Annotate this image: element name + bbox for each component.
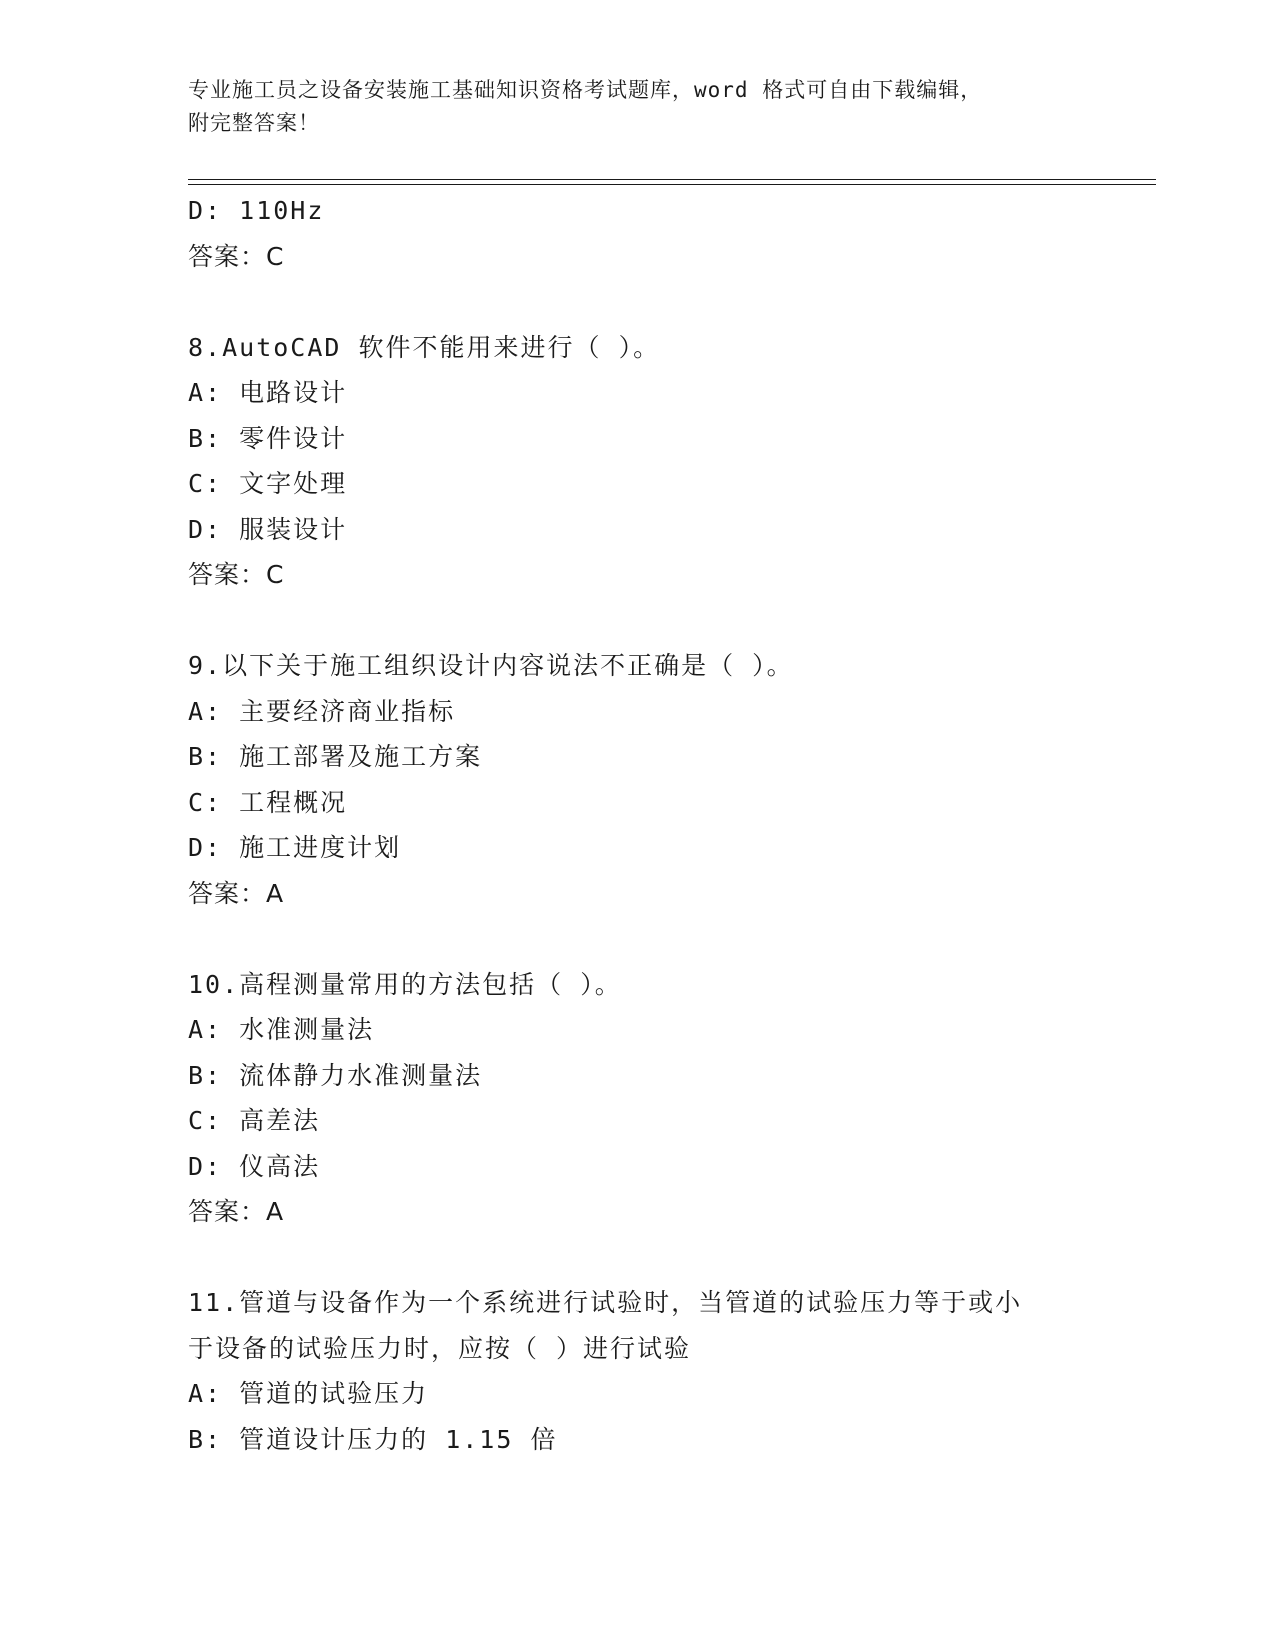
option-a: A: 管道的试验压力	[188, 1379, 429, 1408]
header-divider-bottom	[188, 184, 1156, 185]
question-block	[188, 962, 1088, 1235]
question-stem-continued: 于设备的试验压力时，应按（ ）进行试验	[188, 1333, 692, 1363]
header-divider-top	[188, 179, 1156, 180]
spacer	[188, 1235, 1088, 1281]
option-d: D: 仪高法	[188, 1151, 321, 1181]
question-stem: 9.以下关于施工组织设计内容说法不正确是（ ）。	[188, 651, 794, 680]
question-block	[188, 325, 1088, 598]
option-c: C: 工程概况	[188, 787, 348, 817]
option-b: B: 管道设计压力的 1.15 倍	[188, 1424, 558, 1454]
spacer	[188, 916, 1088, 962]
answer: 答案：C	[188, 560, 285, 589]
option-a: A: 水准测量法	[188, 1015, 375, 1044]
spacer	[188, 598, 1088, 644]
question-content	[188, 188, 1088, 1462]
option-a: A: 电路设计	[188, 378, 348, 407]
question-stem: 8.AutoCAD 软件不能用来进行（ ）。	[188, 332, 661, 362]
header-line-2: 附完整答案！	[188, 111, 320, 135]
answer: 答案：A	[188, 1197, 285, 1226]
option-c: C: 高差法	[188, 1106, 321, 1135]
option-d: D: 110Hz	[188, 196, 325, 225]
answer: 答案：A	[188, 878, 285, 908]
option-b: B: 施工部署及施工方案	[188, 742, 483, 771]
option-c: C: 文字处理	[188, 469, 348, 498]
question-stem: 10.高程测量常用的方法包括（ ）。	[188, 969, 622, 999]
question-block	[188, 1280, 1088, 1462]
option-b: B: 流体静力水准测量法	[188, 1060, 483, 1090]
option-b: B: 零件设计	[188, 423, 348, 453]
document-header	[188, 74, 1088, 140]
header-line-1: 专业施工员之设备安装施工基础知识资格考试题库，word 格式可自由下载编辑，	[188, 78, 983, 102]
question-stem: 11.管道与设备作为一个系统进行试验时，当管道的试验压力等于或小	[188, 1288, 1023, 1317]
question-block	[188, 643, 1088, 916]
answer: 答案：C	[188, 241, 285, 271]
option-a: A: 主要经济商业指标	[188, 696, 456, 726]
spacer	[188, 279, 1088, 325]
option-d: D: 施工进度计划	[188, 833, 402, 862]
option-d: D: 服装设计	[188, 514, 348, 544]
